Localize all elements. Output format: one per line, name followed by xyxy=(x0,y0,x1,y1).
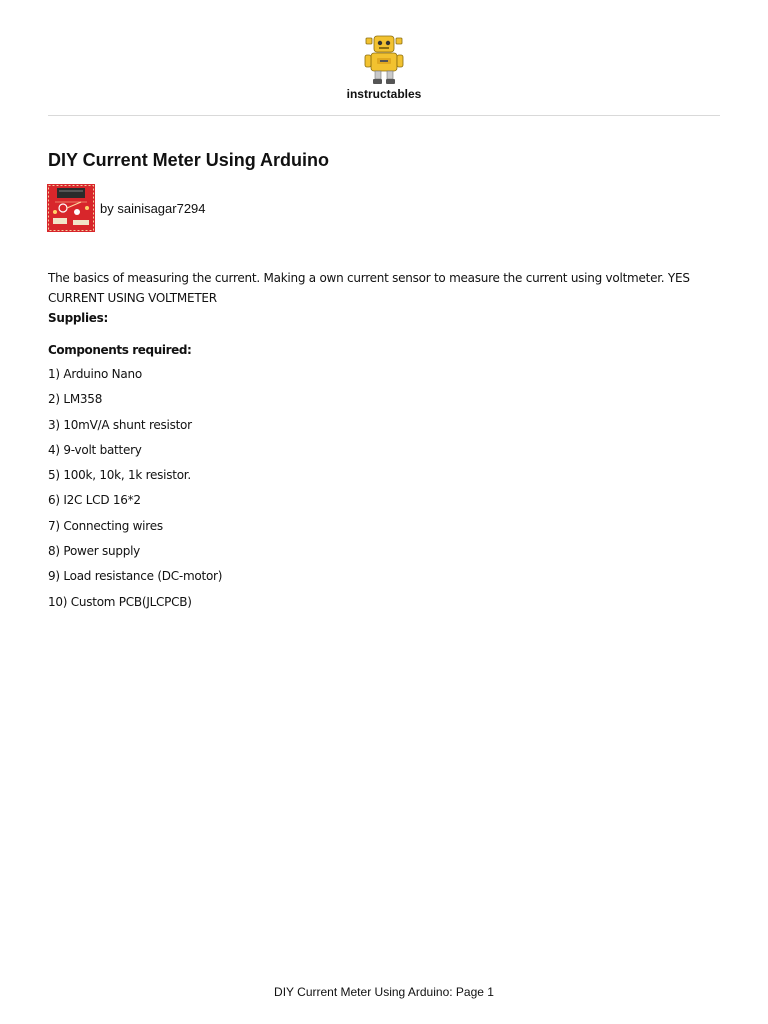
page-header xyxy=(0,0,768,116)
list-item: 1) Arduino Nano xyxy=(48,367,142,381)
page-footer: DIY Current Meter Using Arduino: Page 1 xyxy=(274,985,494,999)
list-item: 8) Power supply xyxy=(48,544,141,559)
components-heading: Components required: xyxy=(48,343,192,357)
list-item: 5) 100k, 10k, 1k resistor. xyxy=(48,468,191,483)
list-item: 2) LM358 xyxy=(48,392,103,407)
components-list xyxy=(48,365,728,618)
brand-name[interactable]: instructables xyxy=(346,87,422,101)
list-item: 3) 10mV/A shunt resistor xyxy=(48,417,192,432)
list-item: 4) 9-volt battery xyxy=(48,442,142,457)
list-item: 9) Load resistance (DC-motor) xyxy=(48,569,223,584)
list-item: 6) I2C LCD 16*2 xyxy=(48,493,141,508)
article-body xyxy=(48,268,728,618)
header-divider xyxy=(48,115,720,116)
author-byline[interactable]: by sainisagar7294 xyxy=(100,201,206,216)
page-title: DIY Current Meter Using Arduino xyxy=(48,150,330,170)
list-item: 10) Custom PCB(JLCPCB) xyxy=(48,594,192,609)
supplies-label: Supplies: xyxy=(48,311,108,325)
circuit-board-avatar-icon[interactable] xyxy=(47,184,95,232)
intro-paragraph: The basics of measuring the current. Making a own current sensor to measure the current using voltmeter. YES CURRENT USING VOLTMETER xyxy=(48,271,690,305)
list-item: 7) Connecting wires xyxy=(48,518,163,533)
instructables-robot-logo-icon[interactable] xyxy=(360,34,408,86)
